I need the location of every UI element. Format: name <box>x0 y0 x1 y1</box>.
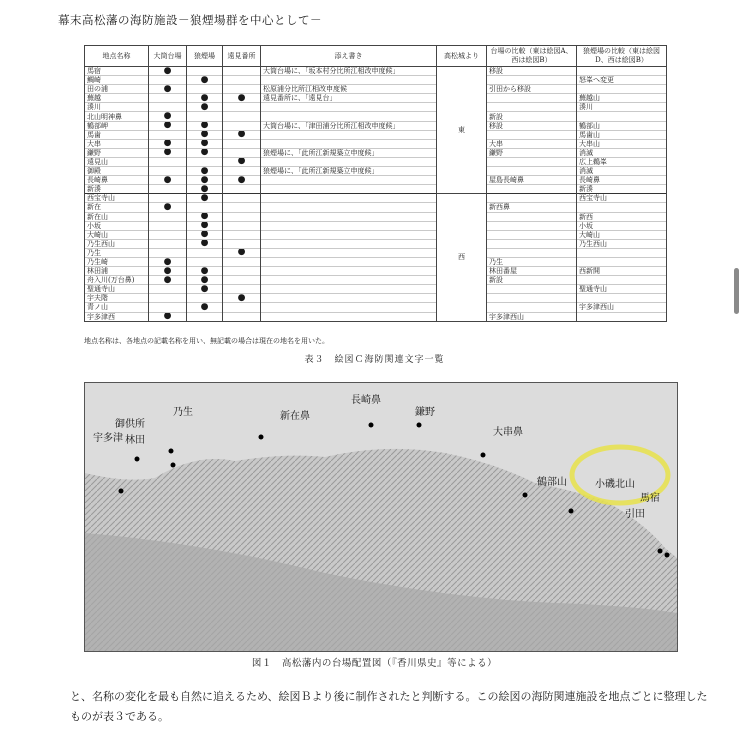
table-row <box>85 221 667 230</box>
cell-daiba-cmp <box>487 130 577 139</box>
cell-note <box>261 276 437 285</box>
cell-note <box>261 294 437 303</box>
cell-daiba: ● <box>149 267 187 276</box>
cell-daiba <box>149 76 187 85</box>
cell-noroshi-cmp: 広上鵜峯 <box>577 157 667 166</box>
cell-noroshi <box>187 157 223 166</box>
cell-noroshi: ● <box>187 267 223 276</box>
cell-name: 大串 <box>85 139 149 148</box>
table-row <box>85 312 667 321</box>
cell-daiba-cmp <box>487 285 577 294</box>
cell-tomi <box>223 312 261 321</box>
cell-daiba-cmp <box>487 103 577 112</box>
table-header-cell: 高松城より <box>437 46 487 67</box>
table-row <box>85 139 667 148</box>
cell-tomi <box>223 103 261 112</box>
cell-noroshi: ● <box>187 230 223 239</box>
cell-tomi <box>223 267 261 276</box>
cell-daiba <box>149 303 187 312</box>
cell-noroshi-cmp: 蕪越山 <box>577 94 667 103</box>
cell-noroshi: ● <box>187 176 223 185</box>
svg-text:宇多津: 宇多津 <box>93 433 123 444</box>
cell-noroshi-cmp: 消滅 <box>577 148 667 157</box>
cell-noroshi-cmp <box>577 312 667 321</box>
cell-noroshi-cmp: 長崎鼻 <box>577 176 667 185</box>
cell-name: 田の浦 <box>85 85 149 94</box>
svg-text:長崎鼻: 長崎鼻 <box>351 395 381 406</box>
table-header-row <box>85 46 667 67</box>
cell-tomi <box>223 121 261 130</box>
cell-noroshi-cmp: 西宝寺山 <box>577 194 667 203</box>
cell-daiba-cmp: 引田から移設 <box>487 85 577 94</box>
cell-name: 鶴部岬 <box>85 121 149 130</box>
cell-noroshi-cmp <box>577 85 667 94</box>
cell-noroshi: ● <box>187 167 223 176</box>
cell-tomi <box>223 203 261 212</box>
cell-noroshi: ● <box>187 121 223 130</box>
cell-noroshi: ● <box>187 285 223 294</box>
cell-daiba-cmp <box>487 212 577 221</box>
cell-daiba-cmp <box>487 221 577 230</box>
svg-text:馬宿: 馬宿 <box>640 493 660 504</box>
cell-tomi: ● <box>223 294 261 303</box>
cell-noroshi: ● <box>187 130 223 139</box>
cell-noroshi: ● <box>187 185 223 194</box>
cell-daiba-cmp: 宇多津西山 <box>487 312 577 321</box>
cell-name: 小坂 <box>85 221 149 230</box>
cell-daiba: ● <box>149 139 187 148</box>
cell-daiba-cmp <box>487 239 577 248</box>
cell-noroshi-cmp: 大崎山 <box>577 230 667 239</box>
cell-note <box>261 103 437 112</box>
cell-note <box>261 257 437 266</box>
map-figure <box>85 383 677 651</box>
cell-name: 長崎鼻 <box>85 176 149 185</box>
cell-noroshi: ● <box>187 194 223 203</box>
cell-note: 狼煙場に、「此所江新規築立申度候」 <box>261 148 437 157</box>
table-row <box>85 121 667 130</box>
table-row <box>85 103 667 112</box>
cell-daiba: ● <box>149 121 187 130</box>
cell-daiba-cmp: 移設 <box>487 67 577 76</box>
cell-note: 大筒台場に、「津田浦分比所江相改申度候」 <box>261 121 437 130</box>
cell-daiba <box>149 167 187 176</box>
cell-tomi <box>223 239 261 248</box>
cell-noroshi <box>187 312 223 321</box>
cell-daiba <box>149 157 187 166</box>
cell-noroshi: ● <box>187 148 223 157</box>
cell-tomi: ● <box>223 130 261 139</box>
cell-note <box>261 194 437 203</box>
cell-noroshi: ● <box>187 221 223 230</box>
cell-note: 狼煙場に、「此所江新規築立申度候」 <box>261 167 437 176</box>
cell-daiba-cmp <box>487 185 577 194</box>
cell-note <box>261 239 437 248</box>
cell-daiba: ● <box>149 112 187 121</box>
cell-noroshi-cmp <box>577 203 667 212</box>
cell-note <box>261 157 437 166</box>
table-header-cell: 添え書き <box>261 46 437 67</box>
cell-note <box>261 76 437 85</box>
cell-note <box>261 185 437 194</box>
scrollbar-thumb[interactable] <box>734 268 739 314</box>
cell-noroshi <box>187 248 223 257</box>
cell-castle-side: 東 <box>437 67 487 194</box>
cell-daiba-cmp <box>487 230 577 239</box>
table-row <box>85 285 667 294</box>
table-header-cell: 台場の比較（東は絵図A、西は絵図B） <box>487 46 577 67</box>
cell-daiba <box>149 239 187 248</box>
table-row <box>85 167 667 176</box>
table-row <box>85 176 667 185</box>
cell-note <box>261 112 437 121</box>
cell-tomi <box>223 194 261 203</box>
table-row <box>85 130 667 139</box>
cell-daiba-cmp: 鎌野 <box>487 148 577 157</box>
cell-noroshi <box>187 257 223 266</box>
table-header-cell: 狼煙場 <box>187 46 223 67</box>
svg-text:林田: 林田 <box>125 435 145 446</box>
cell-daiba: ● <box>149 312 187 321</box>
table-row <box>85 267 667 276</box>
cell-name: 馬歯 <box>85 130 149 139</box>
cell-daiba <box>149 294 187 303</box>
cell-noroshi: ● <box>187 276 223 285</box>
svg-text:鎌野: 鎌野 <box>415 407 435 418</box>
cell-note <box>261 130 437 139</box>
cell-daiba <box>149 103 187 112</box>
table-row <box>85 112 667 121</box>
cell-noroshi: ● <box>187 303 223 312</box>
cell-name: 青ノ山 <box>85 303 149 312</box>
table-row <box>85 67 667 76</box>
cell-noroshi: ● <box>187 103 223 112</box>
cell-daiba-cmp <box>487 76 577 85</box>
cell-daiba <box>149 248 187 257</box>
coastal-map <box>84 382 678 652</box>
page-title: 幕末高松藩の海防施設－狼煙場群を中心として－ <box>58 13 322 27</box>
cell-tomi <box>223 303 261 312</box>
cell-daiba-cmp: 新西鼻 <box>487 203 577 212</box>
cell-name: 鯛崎 <box>85 76 149 85</box>
cell-daiba: ● <box>149 85 187 94</box>
cell-tomi <box>223 185 261 194</box>
cell-daiba <box>149 185 187 194</box>
cell-noroshi-cmp: 宇多津西山 <box>577 303 667 312</box>
cell-noroshi-cmp <box>577 67 667 76</box>
cell-tomi <box>223 212 261 221</box>
cell-daiba-cmp: 移設 <box>487 121 577 130</box>
cell-name: 西宝寺山 <box>85 194 149 203</box>
cell-tomi <box>223 257 261 266</box>
cell-noroshi: ● <box>187 239 223 248</box>
cell-noroshi-cmp: 新西 <box>577 212 667 221</box>
cell-name: 宇夫階 <box>85 294 149 303</box>
cell-noroshi-cmp: 小坂 <box>577 221 667 230</box>
cell-daiba: ● <box>149 148 187 157</box>
cell-noroshi: ● <box>187 94 223 103</box>
cell-daiba: ● <box>149 203 187 212</box>
table-header-cell: 狼煙場の比較（東は絵図D、西は絵図B） <box>577 46 667 67</box>
cell-tomi <box>223 221 261 230</box>
cell-daiba-cmp: 屋島長崎鼻 <box>487 176 577 185</box>
cell-tomi <box>223 148 261 157</box>
cell-tomi <box>223 276 261 285</box>
cell-noroshi-cmp: 聖通寺山 <box>577 285 667 294</box>
cell-noroshi <box>187 85 223 94</box>
table-caption: 表３ 絵図Ｃ海防関連文字一覧 <box>304 355 445 365</box>
cell-noroshi-cmp: 消滅 <box>577 167 667 176</box>
cell-tomi: ● <box>223 176 261 185</box>
cell-note <box>261 139 437 148</box>
cell-note <box>261 267 437 276</box>
cell-name: 鎌野 <box>85 148 149 157</box>
cell-note: 大筒台場に、「坂本村分比所江相改申度候」 <box>261 67 437 76</box>
cell-tomi <box>223 230 261 239</box>
cell-daiba <box>149 94 187 103</box>
facility-table <box>84 45 667 322</box>
table-row <box>85 276 667 285</box>
table-row <box>85 157 667 166</box>
cell-name: 新湊 <box>85 185 149 194</box>
table-header-cell: 大筒台場 <box>149 46 187 67</box>
cell-noroshi-cmp <box>577 294 667 303</box>
cell-name: 乃生西山 <box>85 239 149 248</box>
cell-daiba <box>149 194 187 203</box>
cell-noroshi <box>187 112 223 121</box>
svg-text:引田: 引田 <box>625 509 645 520</box>
cell-name: 御殿 <box>85 167 149 176</box>
cell-note: 遠見番所に、「遠見台」 <box>261 94 437 103</box>
svg-text:新在鼻: 新在鼻 <box>280 411 310 422</box>
cell-name: 遠見山 <box>85 157 149 166</box>
cell-name: 蕪越 <box>85 94 149 103</box>
cell-tomi: ● <box>223 94 261 103</box>
cell-tomi <box>223 285 261 294</box>
cell-tomi <box>223 139 261 148</box>
table-row <box>85 230 667 239</box>
cell-daiba-cmp <box>487 248 577 257</box>
cell-noroshi <box>187 294 223 303</box>
cell-noroshi-cmp: 馬歯山 <box>577 130 667 139</box>
cell-daiba-cmp: 林田番屋 <box>487 267 577 276</box>
cell-daiba-cmp: 大串 <box>487 139 577 148</box>
cell-daiba-cmp <box>487 303 577 312</box>
cell-name: 乃生 <box>85 248 149 257</box>
cell-name: 大崎山 <box>85 230 149 239</box>
table-row <box>85 85 667 94</box>
table-row <box>85 294 667 303</box>
cell-noroshi-cmp <box>577 248 667 257</box>
cell-noroshi: ● <box>187 139 223 148</box>
cell-noroshi-cmp: 西新開 <box>577 267 667 276</box>
body-paragraph: と、名称の変化を最も自然に追えるため、絵図Ｂより後に制作されたと判断する。この絵図の海防関連施設を地点ごとに整理したものが表３である。 <box>70 690 708 723</box>
cell-daiba <box>149 221 187 230</box>
table-row <box>85 239 667 248</box>
cell-note <box>261 248 437 257</box>
cell-tomi: ● <box>223 248 261 257</box>
cell-name: 新在 <box>85 203 149 212</box>
cell-noroshi-cmp: 新湊 <box>577 185 667 194</box>
cell-daiba-cmp <box>487 157 577 166</box>
cell-daiba <box>149 130 187 139</box>
svg-text:大串鼻: 大串鼻 <box>493 427 523 438</box>
cell-name: 乃生崎 <box>85 257 149 266</box>
cell-note <box>261 312 437 321</box>
svg-text:小磯北山: 小磯北山 <box>595 479 635 490</box>
cell-note <box>261 303 437 312</box>
cell-daiba <box>149 212 187 221</box>
cell-daiba-cmp <box>487 167 577 176</box>
cell-noroshi-cmp: 大串山 <box>577 139 667 148</box>
cell-tomi: ● <box>223 157 261 166</box>
cell-daiba: ● <box>149 276 187 285</box>
cell-name: 馬宿 <box>85 67 149 76</box>
cell-noroshi-cmp: 乃生西山 <box>577 239 667 248</box>
cell-name: 林田浦 <box>85 267 149 276</box>
cell-note <box>261 221 437 230</box>
cell-name: 新在山 <box>85 212 149 221</box>
table-row <box>85 212 667 221</box>
svg-text:乃生: 乃生 <box>173 407 193 418</box>
table-row <box>85 203 667 212</box>
cell-daiba-cmp <box>487 294 577 303</box>
cell-daiba-cmp <box>487 194 577 203</box>
cell-daiba-cmp: 新設 <box>487 112 577 121</box>
figure-caption: 図１ 高松藩内の台場配置図（『香川県史』等による） <box>251 658 498 669</box>
cell-tomi <box>223 76 261 85</box>
cell-note <box>261 285 437 294</box>
table-row <box>85 94 667 103</box>
cell-note <box>261 212 437 221</box>
table-row <box>85 185 667 194</box>
cell-noroshi <box>187 67 223 76</box>
table-row <box>85 303 667 312</box>
cell-noroshi: ● <box>187 212 223 221</box>
table-header-cell: 遠見番所 <box>223 46 261 67</box>
cell-noroshi <box>187 203 223 212</box>
cell-name: 湊川 <box>85 103 149 112</box>
cell-daiba-cmp <box>487 94 577 103</box>
cell-castle-side: 西 <box>437 194 487 321</box>
cell-daiba-cmp: 新設 <box>487 276 577 285</box>
cell-daiba: ● <box>149 257 187 266</box>
cell-noroshi: ● <box>187 76 223 85</box>
cell-daiba-cmp: 乃生 <box>487 257 577 266</box>
cell-daiba: ● <box>149 67 187 76</box>
cell-daiba <box>149 230 187 239</box>
cell-noroshi-cmp: 鶴部山 <box>577 121 667 130</box>
table-row <box>85 257 667 266</box>
cell-name: 北山明神鼻 <box>85 112 149 121</box>
cell-noroshi-cmp: 怒峯へ変更 <box>577 76 667 85</box>
cell-name: 聖通寺山 <box>85 285 149 294</box>
cell-note <box>261 203 437 212</box>
cell-tomi <box>223 85 261 94</box>
table-row <box>85 248 667 257</box>
cell-tomi <box>223 67 261 76</box>
cell-noroshi-cmp <box>577 257 667 266</box>
svg-text:御供所: 御供所 <box>115 419 145 430</box>
table-row <box>85 148 667 157</box>
cell-noroshi-cmp <box>577 276 667 285</box>
cell-note <box>261 176 437 185</box>
cell-tomi <box>223 112 261 121</box>
cell-noroshi-cmp <box>577 112 667 121</box>
table-row <box>85 194 667 203</box>
table-row <box>85 76 667 85</box>
cell-name: 宇多津西 <box>85 312 149 321</box>
cell-note: 松原浦分比所江相改申度候 <box>261 85 437 94</box>
table-header-cell: 地点名称 <box>85 46 149 67</box>
cell-note <box>261 230 437 239</box>
cell-daiba: ● <box>149 176 187 185</box>
cell-noroshi-cmp: 湊川 <box>577 103 667 112</box>
table-note: 地点名称は、各地点の記載名称を用い、無記載の場合は現在の地名を用いた。 <box>84 337 329 345</box>
cell-daiba <box>149 285 187 294</box>
svg-text:鶴部山: 鶴部山 <box>537 477 567 488</box>
cell-name: 舟入川(万台鼻) <box>85 276 149 285</box>
cell-tomi <box>223 167 261 176</box>
